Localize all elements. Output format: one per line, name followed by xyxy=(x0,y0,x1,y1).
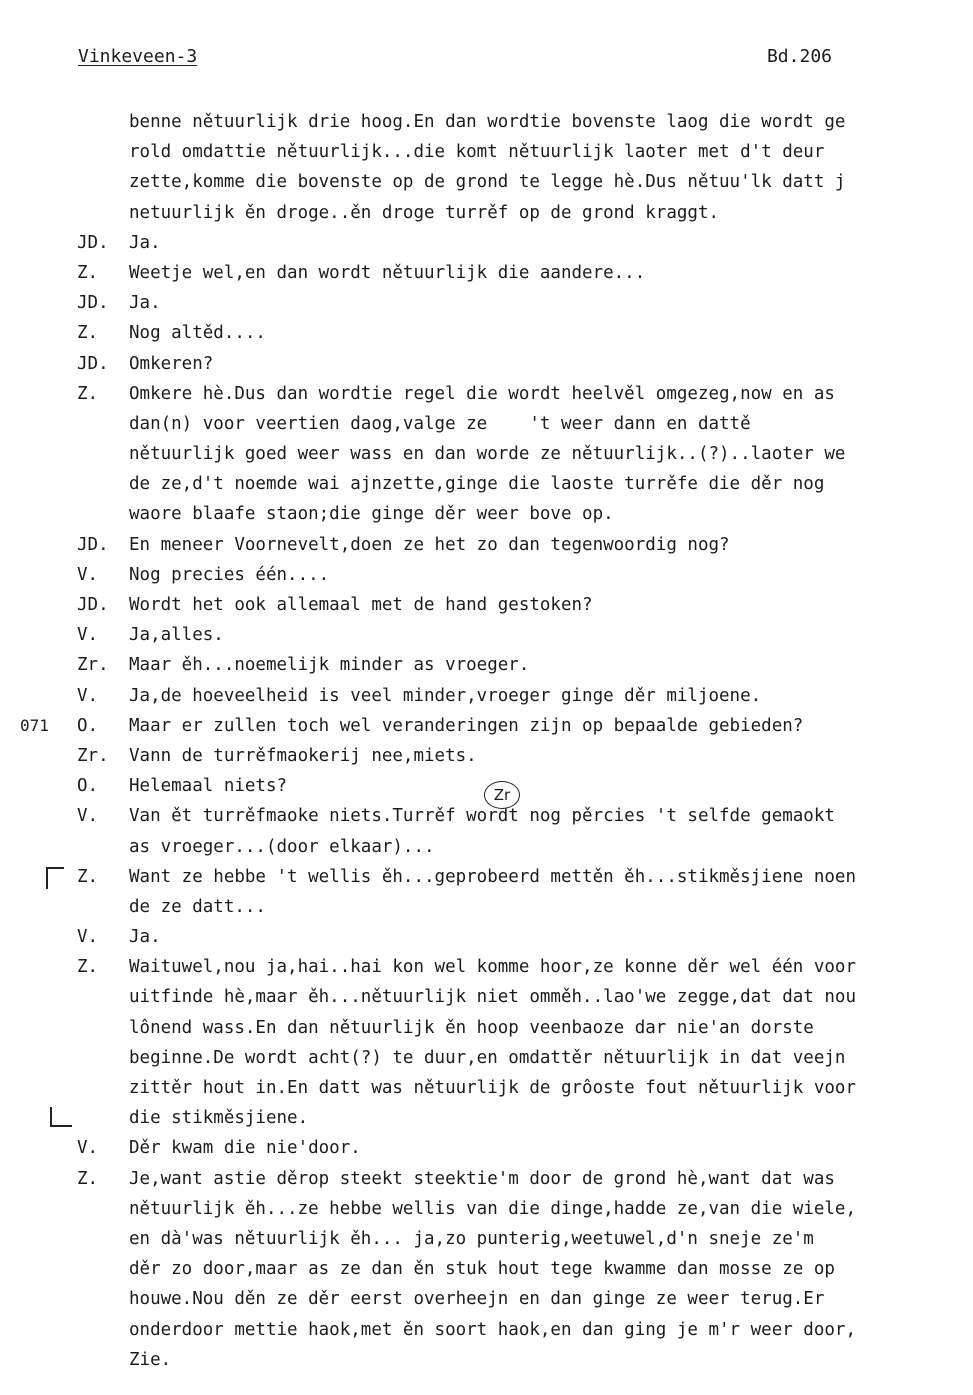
line-text: nětuurlijk ěh...ze hebbe wellis van die dinge,hadde ze,van die wiele, xyxy=(129,1198,856,1219)
speaker-label: V. xyxy=(77,1138,99,1159)
transcript-line xyxy=(0,198,973,228)
line-text: dan(n) voor veertien daog,valge ze 't weer dann en dattě xyxy=(129,413,751,434)
line-text: Van ět turrěfmaoke niets.Turrěf wordt nog pěrcies 't selfde gemaokt xyxy=(129,806,835,827)
line-text: waore blaafe staon;die ginge děr weer bove op. xyxy=(129,504,614,525)
line-text: rold omdattie nětuurlijk...die komt nětuurlijk laoter met d't deur xyxy=(129,142,825,163)
line-text: Ja. xyxy=(129,293,161,314)
transcript-line xyxy=(0,1345,973,1375)
page-number: Bd.206 xyxy=(766,46,832,67)
speaker-label: Z. xyxy=(77,323,99,344)
line-text: Nog altěd.... xyxy=(129,323,266,344)
transcript-line xyxy=(0,439,973,469)
transcript-line xyxy=(0,620,973,650)
margin-bracket-bottom xyxy=(50,1107,72,1127)
line-text: netuurlijk ěn droge..ěn droge turrěf op de grond kraggt. xyxy=(129,202,720,223)
line-text: de ze,d't noemde wai ajnzette,ginge die laoste turrěfe die děr nog xyxy=(129,474,825,495)
line-text: nětuurlijk goed weer wass en dan worde ze nětuurlijk..(?)..laoter we xyxy=(129,444,846,465)
transcript-line xyxy=(0,318,973,348)
handwritten-circled-note: Zr xyxy=(484,781,520,809)
transcript-line xyxy=(0,1103,973,1133)
speaker-label: Z. xyxy=(77,866,99,887)
line-text: Helemaal niets? xyxy=(129,776,288,797)
margin-bracket-top xyxy=(46,867,64,889)
line-text: Maar ěh...noemelijk minder as vroeger. xyxy=(129,655,530,676)
line-text: děr zo door,maar as ze dan ěn stuk hout tege kwamme dan mosse ze op xyxy=(129,1259,835,1280)
speaker-label: JD. xyxy=(77,232,109,253)
line-text: onderdoor mettie haok,met ěn soort haok,en dan ging je m'r weer door, xyxy=(129,1319,856,1340)
transcript-line xyxy=(0,1073,973,1103)
line-text: Ja,de hoeveelheid is veel minder,vroeger ginge děr miljoene. xyxy=(129,685,762,706)
transcript-line xyxy=(0,711,973,741)
speaker-label: JD. xyxy=(77,534,109,555)
transcript-line xyxy=(0,1254,973,1284)
speaker-label: V. xyxy=(77,685,99,706)
line-text: as vroeger...(door elkaar)... xyxy=(129,836,435,857)
line-text: Ja. xyxy=(129,232,161,253)
line-text: benne nětuurlijk drie hoog.En dan wordtie bovenste laog die wordt ge xyxy=(129,112,846,132)
speaker-label: Z. xyxy=(77,262,99,283)
transcript-line xyxy=(0,499,973,529)
transcript-line xyxy=(0,1194,973,1224)
speaker-label: O. xyxy=(77,776,99,797)
speaker-label: V. xyxy=(77,927,99,948)
transcript-line xyxy=(0,1013,973,1043)
transcript-line xyxy=(0,1164,973,1194)
line-text: Wordt het ook allemaal met de hand gestoken? xyxy=(129,595,593,615)
line-text: En meneer Voornevelt,doen ze het zo dan tegenwoordig nog? xyxy=(129,534,730,555)
transcript-line xyxy=(0,228,973,258)
transcript-line xyxy=(0,1043,973,1073)
line-text: die stikměsjiene. xyxy=(129,1108,309,1129)
transcript-line xyxy=(0,288,973,318)
transcript-line xyxy=(0,469,973,499)
speaker-label: Z. xyxy=(77,1168,99,1189)
line-text: Nog precies één.... xyxy=(129,564,330,585)
transcript-line xyxy=(0,560,973,590)
transcript-line xyxy=(0,952,973,982)
transcript-line xyxy=(0,862,973,892)
line-text: de ze datt... xyxy=(129,896,266,917)
speaker-label: Zr. xyxy=(77,745,109,766)
transcript-line xyxy=(0,409,973,439)
speaker-label: V. xyxy=(77,806,99,827)
speaker-label: Z. xyxy=(77,383,99,404)
line-text: Omkeren? xyxy=(129,353,214,374)
speaker-label: V. xyxy=(77,625,99,646)
line-text: Vann de turrěfmaokerij nee,miets. xyxy=(129,745,477,766)
transcript-line xyxy=(0,258,973,288)
transcript-line xyxy=(0,137,973,167)
line-text: Děr kwam die nie'door. xyxy=(129,1138,361,1159)
line-text: lônend wass.En dan nětuurlijk ěn hoop veenbaoze dar nie'an dorste xyxy=(129,1017,814,1038)
transcript-line xyxy=(0,922,973,952)
transcript-line xyxy=(0,107,973,137)
transcript-line xyxy=(0,1133,973,1163)
line-text: beginne.De wordt acht(?) te duur,en omdattěr nětuurlijk in dat veejn xyxy=(129,1047,846,1068)
page-header xyxy=(78,46,838,72)
document-title: Vinkeveen-3 xyxy=(78,46,198,67)
line-text: zette,komme die bovenste op de grond te legge hè.Dus nětuu'lk datt j xyxy=(129,172,846,193)
speaker-label: O. xyxy=(77,715,99,736)
transcript-line xyxy=(0,982,973,1012)
speaker-label: JD. xyxy=(77,353,109,374)
line-text: uitfinde hè,maar ěh...nětuurlijk niet omměh..lao'we zegge,dat dat nou xyxy=(129,987,856,1008)
line-text: Waituwel,nou ja,hai..hai kon wel komme hoor,ze konne děr wel één voor xyxy=(129,957,856,978)
transcript-line xyxy=(0,167,973,197)
transcript-line xyxy=(0,1315,973,1345)
line-text: Ja. xyxy=(129,927,161,948)
transcript-line xyxy=(0,1284,973,1314)
line-text: Zie. xyxy=(129,1349,172,1370)
speaker-label: Zr. xyxy=(77,655,109,676)
transcript-line xyxy=(0,801,973,831)
line-text: Je,want astie děrop steekt steektie'm door de grond hè,want dat was xyxy=(129,1168,835,1189)
line-text: Maar er zullen toch wel veranderingen zijn op bepaalde gebieden? xyxy=(129,715,804,736)
transcript-line xyxy=(0,741,973,771)
line-text: en dà'was nětuurlijk ěh... ja,zo punterig,weetuwel,d'n sneje ze'm xyxy=(129,1228,814,1249)
speaker-label: V. xyxy=(77,564,99,585)
line-code: 071 xyxy=(20,715,49,735)
line-text: zittěr hout in.En datt was nětuurlijk de grôoste fout nětuurlijk voor xyxy=(129,1078,856,1098)
transcript-line xyxy=(0,530,973,560)
line-text: houwe.Nou děn ze děr eerst overheejn en dan ginge ze weer terug.Er xyxy=(129,1289,825,1310)
transcript-line xyxy=(0,832,973,862)
transcript-line xyxy=(0,379,973,409)
transcript-line xyxy=(0,650,973,680)
speaker-label: JD. xyxy=(77,595,109,615)
speaker-label: Z. xyxy=(77,957,99,978)
line-text: Ja,alles. xyxy=(129,625,224,646)
line-text: Omkere hè.Dus dan wordtie regel die wordt heelvěl omgezeg,now en as xyxy=(129,383,835,404)
transcript-line xyxy=(0,349,973,379)
transcript-line xyxy=(0,681,973,711)
transcript-body xyxy=(0,107,973,1392)
speaker-label: JD. xyxy=(77,293,109,314)
transcript-line xyxy=(0,590,973,620)
line-text: Want ze hebbe 't wellis ěh...geprobeerd mettěn ěh...stikměsjiene noen xyxy=(129,866,856,887)
line-text: Weetje wel,en dan wordt nětuurlijk die aandere... xyxy=(129,262,646,283)
transcript-line xyxy=(0,892,973,922)
transcript-line xyxy=(0,1224,973,1254)
